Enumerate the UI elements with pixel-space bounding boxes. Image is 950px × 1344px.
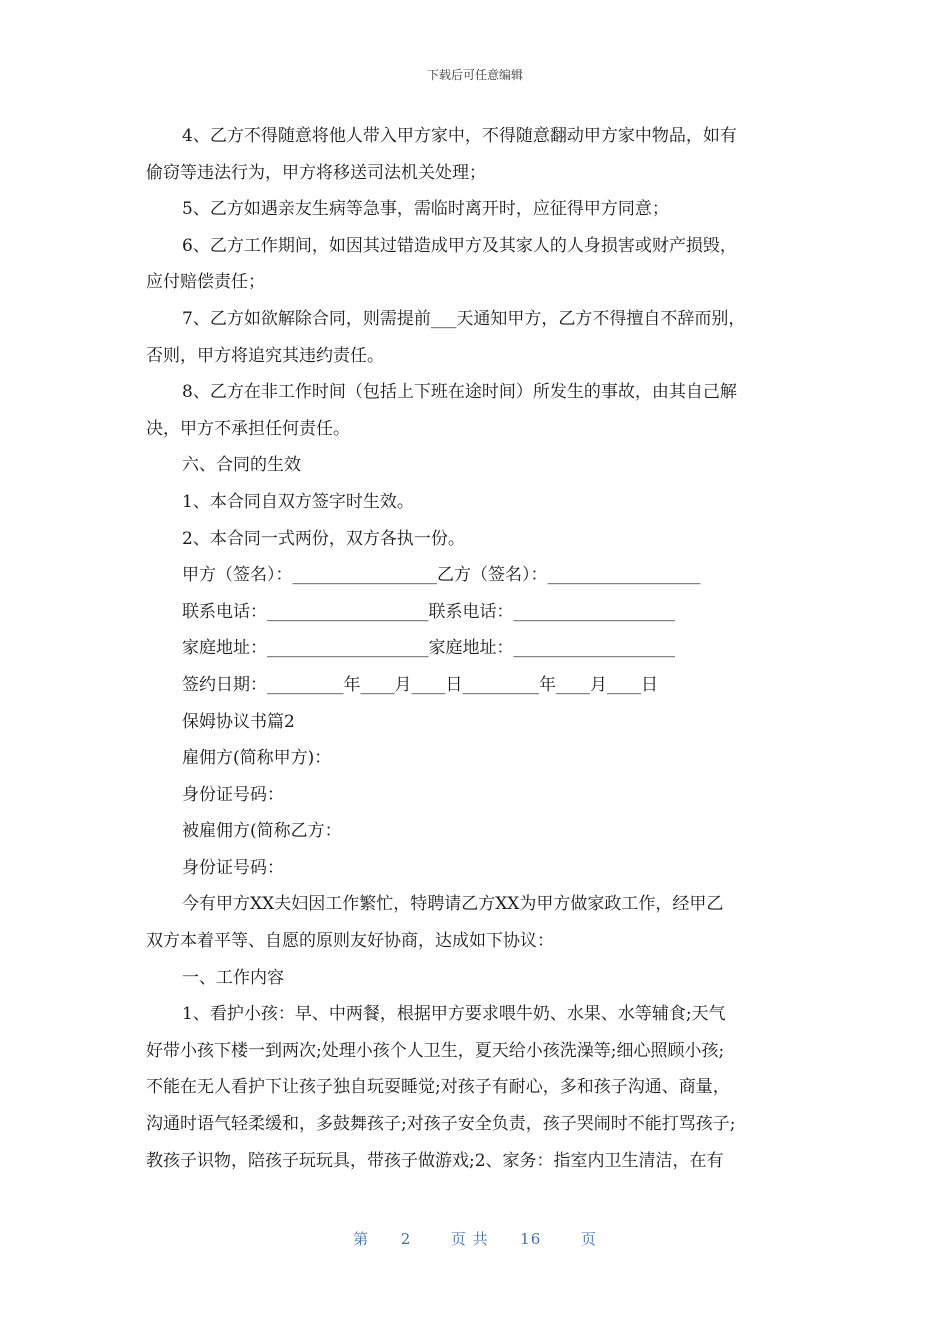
text-line: 保姆协议书篇2: [182, 711, 295, 732]
text-line: 应付赔偿责任；: [146, 272, 265, 293]
text-line: 偷窃等违法行为，甲方将移送司法机关处理；: [146, 162, 486, 183]
text-line: 好带小孩下楼一到两次;处理小孩个人卫生，夏天给小孩洗澡等;细心照顾小孩;: [146, 1040, 725, 1061]
text-line: 甲方（签名）：_________________乙方（签名）：__________________: [182, 565, 701, 586]
text-line: 一、工作内容: [182, 967, 284, 988]
page-footer: [0, 1228, 950, 1249]
text-line: 5、乙方如遇亲友生病等急事，需临时离开时，应征得甲方同意；: [182, 199, 669, 220]
footer-total-pages: 16: [520, 1230, 542, 1248]
text-line: 今有甲方XX夫妇因工作繁忙，特聘请乙方XX为甲方做家政工作，经甲乙: [182, 894, 724, 915]
page-header: 下载后可任意编辑: [426, 68, 523, 82]
footer-page-number: 2: [400, 1230, 412, 1248]
text-line: 雇佣方(简称甲方)：: [182, 748, 332, 769]
text-line: 不能在无人看护下让孩子独自玩耍睡觉;对孩子有耐心，多和孩子沟通、商量，: [146, 1077, 730, 1098]
text-line: 教孩子识物，陪孩子玩玩具，带孩子做游戏;2、家务：指室内卫生清洁，在有: [146, 1150, 724, 1171]
text-line: 签约日期：_________年____月____日_________年____月____日: [182, 674, 658, 695]
text-line: 6、乙方工作期间，如因其过错造成甲方及其家人的人身损害或财产损毁，: [182, 235, 737, 256]
text-line: 1、看护小孩：早、中两餐，根据甲方要求喂牛奶、水果、水等辅食;天气: [182, 1004, 726, 1025]
text-line: 六、合同的生效: [182, 455, 301, 476]
footer-prefix: 第: [353, 1230, 370, 1248]
text-line: 决，甲方不承担任何责任。: [146, 418, 350, 439]
text-line: 4、乙方不得随意将他人带入甲方家中，不得随意翻动甲方家中物品，如有: [182, 126, 737, 146]
text-line: 身份证号码：: [182, 784, 284, 805]
text-line: 2、本合同一式两份，双方各执一份。: [182, 528, 465, 549]
text-line: 家庭地址：___________________家庭地址：___________________: [182, 638, 675, 659]
text-line: 7、乙方如欲解除合同，则需提前___天通知甲方，乙方不得擅自不辞而别，: [182, 308, 746, 329]
document-body: [146, 118, 806, 1179]
text-line: 被雇佣方(简称乙方：: [182, 821, 342, 842]
text-line: 否则，甲方将追究其违约责任。: [146, 345, 384, 366]
text-line: 沟通时语气轻柔缓和，多鼓舞孩子;对孩子安全负责，孩子哭闹时不能打骂孩子;: [146, 1114, 736, 1135]
text-line: 双方本着平等、自愿的原则友好协商，达成如下协议：: [146, 931, 554, 952]
text-line: 8、乙方在非工作时间（包括上下班在途时间）所发生的事故，由其自己解: [182, 382, 737, 403]
text-line: 1、本合同自双方签字时生效。: [182, 491, 414, 512]
footer-suffix: 页: [580, 1230, 597, 1248]
footer-middle: 页 共: [450, 1230, 489, 1248]
text-line: 联系电话：___________________联系电话：___________________: [182, 601, 675, 622]
text-line: 身份证号码：: [182, 857, 284, 878]
